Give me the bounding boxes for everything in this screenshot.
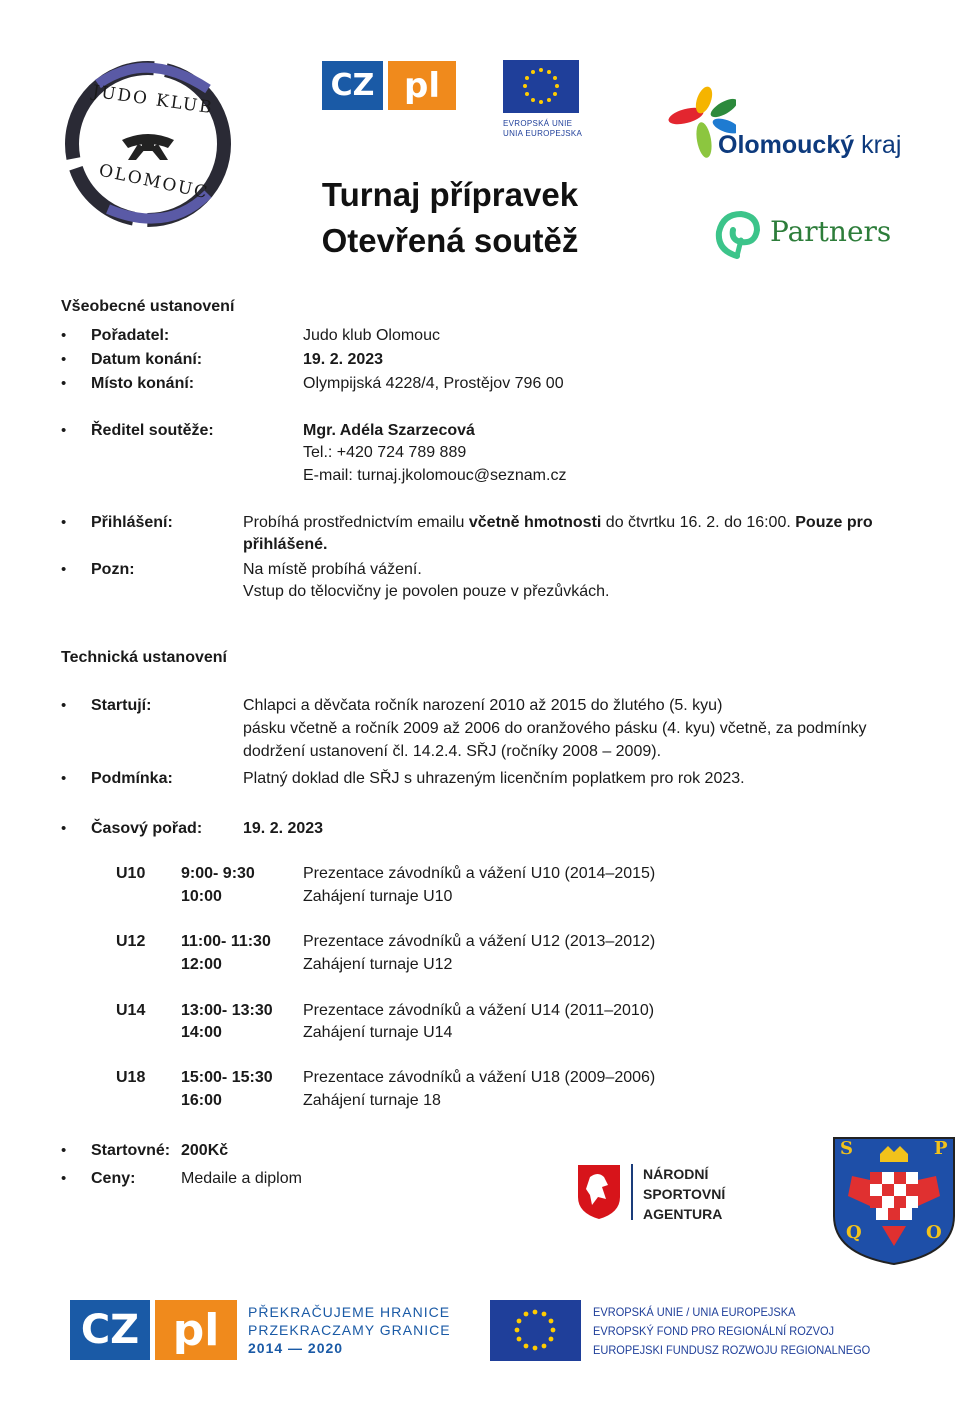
eu-label-line1: EVROPSKÁ UNIE — [503, 119, 573, 128]
bullet: • — [61, 1170, 67, 1187]
czech-lion-icon — [576, 1163, 622, 1220]
schedule-desc1: Prezentace závodníků a vážení U12 (2013–2012) — [303, 933, 656, 950]
coat-letter-q: Q — [846, 1222, 862, 1243]
czpl-logo — [322, 61, 456, 110]
schedule-desc1: Prezentace závodníků a vážení U14 (2011–2010) — [303, 1002, 655, 1019]
note-label: Pozn: — [91, 561, 135, 578]
bullet: • — [61, 422, 67, 439]
nsa-divider — [631, 1164, 633, 1220]
czpl-cz-block: CZ — [322, 61, 383, 110]
czpl-pl-block: pl — [388, 61, 456, 110]
schedule-desc1: Prezentace závodníků a vážení U18 (2009–2006) — [303, 1069, 656, 1086]
director-email: E-mail: turnaj.jkolomouc@seznam.cz — [303, 467, 567, 484]
footer-eu2: EVROPSKÝ FOND PRO REGIONÁLNÍ ROZVOJ — [593, 1324, 835, 1338]
schedule-cat: U14 — [116, 1002, 146, 1019]
registration-part1: Probíhá prostřednictvím emailu — [243, 514, 469, 531]
olomoucky-light: kraj — [861, 131, 902, 159]
bullet: • — [61, 327, 67, 344]
registration-part2: do čtvrtku 16. 2. do 16:00. — [601, 514, 796, 531]
general-heading: Všeobecné ustanovení — [61, 298, 235, 315]
nsa-line3: AGENTURA — [643, 1206, 723, 1222]
eu-label-line2: UNIA EUROPEJSKA — [503, 129, 583, 138]
club-logo-text-top: JUDO KLUB — [91, 81, 215, 119]
title-line1: Turnaj přípravek — [321, 176, 579, 213]
olomoucky-bold: Olomoucký — [718, 131, 855, 159]
footer-claim3: 2014 — 2020 — [248, 1340, 344, 1356]
bullet: • — [61, 561, 67, 578]
moravian-eagle-coat-icon — [832, 1136, 956, 1266]
coat-letter-p: P — [934, 1138, 948, 1159]
organizer-value: Judo klub Olomouc — [303, 327, 440, 344]
bullet: • — [61, 697, 67, 714]
date-label: Datum konání: — [91, 351, 203, 368]
schedule-time2: 12:00 — [181, 956, 222, 973]
director-name: Mgr. Adéla Szarzecová — [303, 422, 475, 439]
schedule-time1: 13:00- 13:30 — [181, 1002, 273, 1019]
schedule-label: Časový pořad: — [91, 820, 203, 837]
nsa-line2: SPORTOVNÍ — [643, 1186, 726, 1202]
note-line2: Vstup do tělocvičny je povolen pouze v přezůvkách. — [243, 583, 610, 600]
bullet: • — [61, 820, 67, 837]
nsa-line1: NÁRODNÍ — [643, 1166, 709, 1182]
footer-eu1: EVROPSKÁ UNIE / UNIA EUROPEJSKA — [593, 1305, 796, 1319]
eu-flag-icon — [503, 60, 579, 113]
schedule-desc1: Prezentace závodníků a vážení U10 (2014–2015) — [303, 865, 656, 882]
judo-club-logo — [58, 44, 238, 240]
registration-label: Přihlášení: — [91, 514, 173, 531]
start-line2: pásku včetně a ročník 2009 až 2006 do oranžového pásku (4. kyu) včetně, za podmínky — [243, 720, 867, 737]
schedule-time1: 9:00- 9:30 — [181, 865, 255, 882]
olomoucky-kraj-text — [718, 131, 901, 160]
footer-czpl-logo — [70, 1300, 237, 1360]
director-label: Ředitel soutěže: — [91, 422, 214, 439]
organizer-label: Pořadatel: — [91, 327, 170, 344]
schedule-desc2: Zahájení turnaje U10 — [303, 888, 453, 905]
bullet: • — [61, 1142, 67, 1159]
schedule-cat: U18 — [116, 1069, 146, 1086]
partners-leaf-icon — [713, 210, 763, 260]
bullet: • — [61, 375, 67, 392]
date-value: 19. 2. 2023 — [303, 351, 384, 368]
fee-label: Startovné: — [91, 1142, 171, 1159]
footer-czpl-cz: CZ — [70, 1300, 150, 1360]
schedule-desc2: Zahájení turnaje U14 — [303, 1024, 453, 1041]
coat-letter-s: S — [840, 1138, 853, 1159]
schedule-time1: 11:00- 11:30 — [181, 933, 271, 950]
schedule-desc2: Zahájení turnaje 18 — [303, 1092, 441, 1109]
note-line1: Na místě probíhá vážení. — [243, 561, 422, 578]
schedule-desc2: Zahájení turnaje U12 — [303, 956, 453, 973]
partners-text: Partners — [770, 215, 892, 248]
condition-value: Platný doklad dle SŘJ s uhrazeným licenčním poplatkem pro rok 2023. — [243, 770, 745, 787]
prizes-value: Medaile a diplom — [181, 1170, 302, 1187]
bullet: • — [61, 514, 67, 531]
bullet: • — [61, 770, 67, 787]
registration-bold1: včetně hmotnosti — [468, 514, 602, 531]
schedule-time2: 14:00 — [181, 1024, 222, 1041]
registration-bold2: Pouze pro přihlášené. — [243, 514, 873, 553]
technical-heading: Technická ustanovení — [61, 649, 227, 666]
start-line1: Chlapci a děvčata ročník narození 2010 až 2015 do žlutého (5. kyu) — [243, 697, 723, 714]
schedule-time1: 15:00- 15:30 — [181, 1069, 273, 1086]
condition-label: Podmínka: — [91, 770, 173, 787]
footer-czpl-pl: pl — [155, 1300, 237, 1360]
club-logo-text-bottom: OLOMOUC — [97, 160, 211, 204]
director-tel: Tel.: +420 724 789 889 — [303, 444, 467, 461]
footer-eu-flag-icon — [490, 1300, 581, 1361]
schedule-time2: 16:00 — [181, 1092, 222, 1109]
schedule-cat: U10 — [116, 865, 146, 882]
schedule-time2: 10:00 — [181, 888, 222, 905]
schedule-date: 19. 2. 2023 — [243, 820, 324, 837]
footer-claim2: PRZEKRACZAMY GRANICE — [248, 1322, 451, 1338]
schedule-cat: U12 — [116, 933, 146, 950]
prizes-label: Ceny: — [91, 1170, 136, 1187]
footer-claim1: PŘEKRAČUJEME HRANICE — [248, 1304, 451, 1320]
bullet: • — [61, 351, 67, 368]
fee-value: 200Kč — [181, 1142, 229, 1159]
start-line3: dodržení ustanovení čl. 14.2.4. SŘJ (ročníky 2008 – 2009). — [243, 743, 662, 760]
place-value: Olympijská 4228/4, Prostějov 796 00 — [303, 375, 564, 392]
place-label: Místo konání: — [91, 375, 195, 392]
registration-value — [243, 512, 933, 556]
start-label: Startují: — [91, 697, 152, 714]
title-line2: Otevřená soutěž — [321, 222, 579, 259]
coat-letter-o: O — [926, 1222, 942, 1243]
footer-eu3: EUROPEJSKI FUNDUSZ ROZWOJU REGIONALNEGO — [593, 1343, 871, 1357]
